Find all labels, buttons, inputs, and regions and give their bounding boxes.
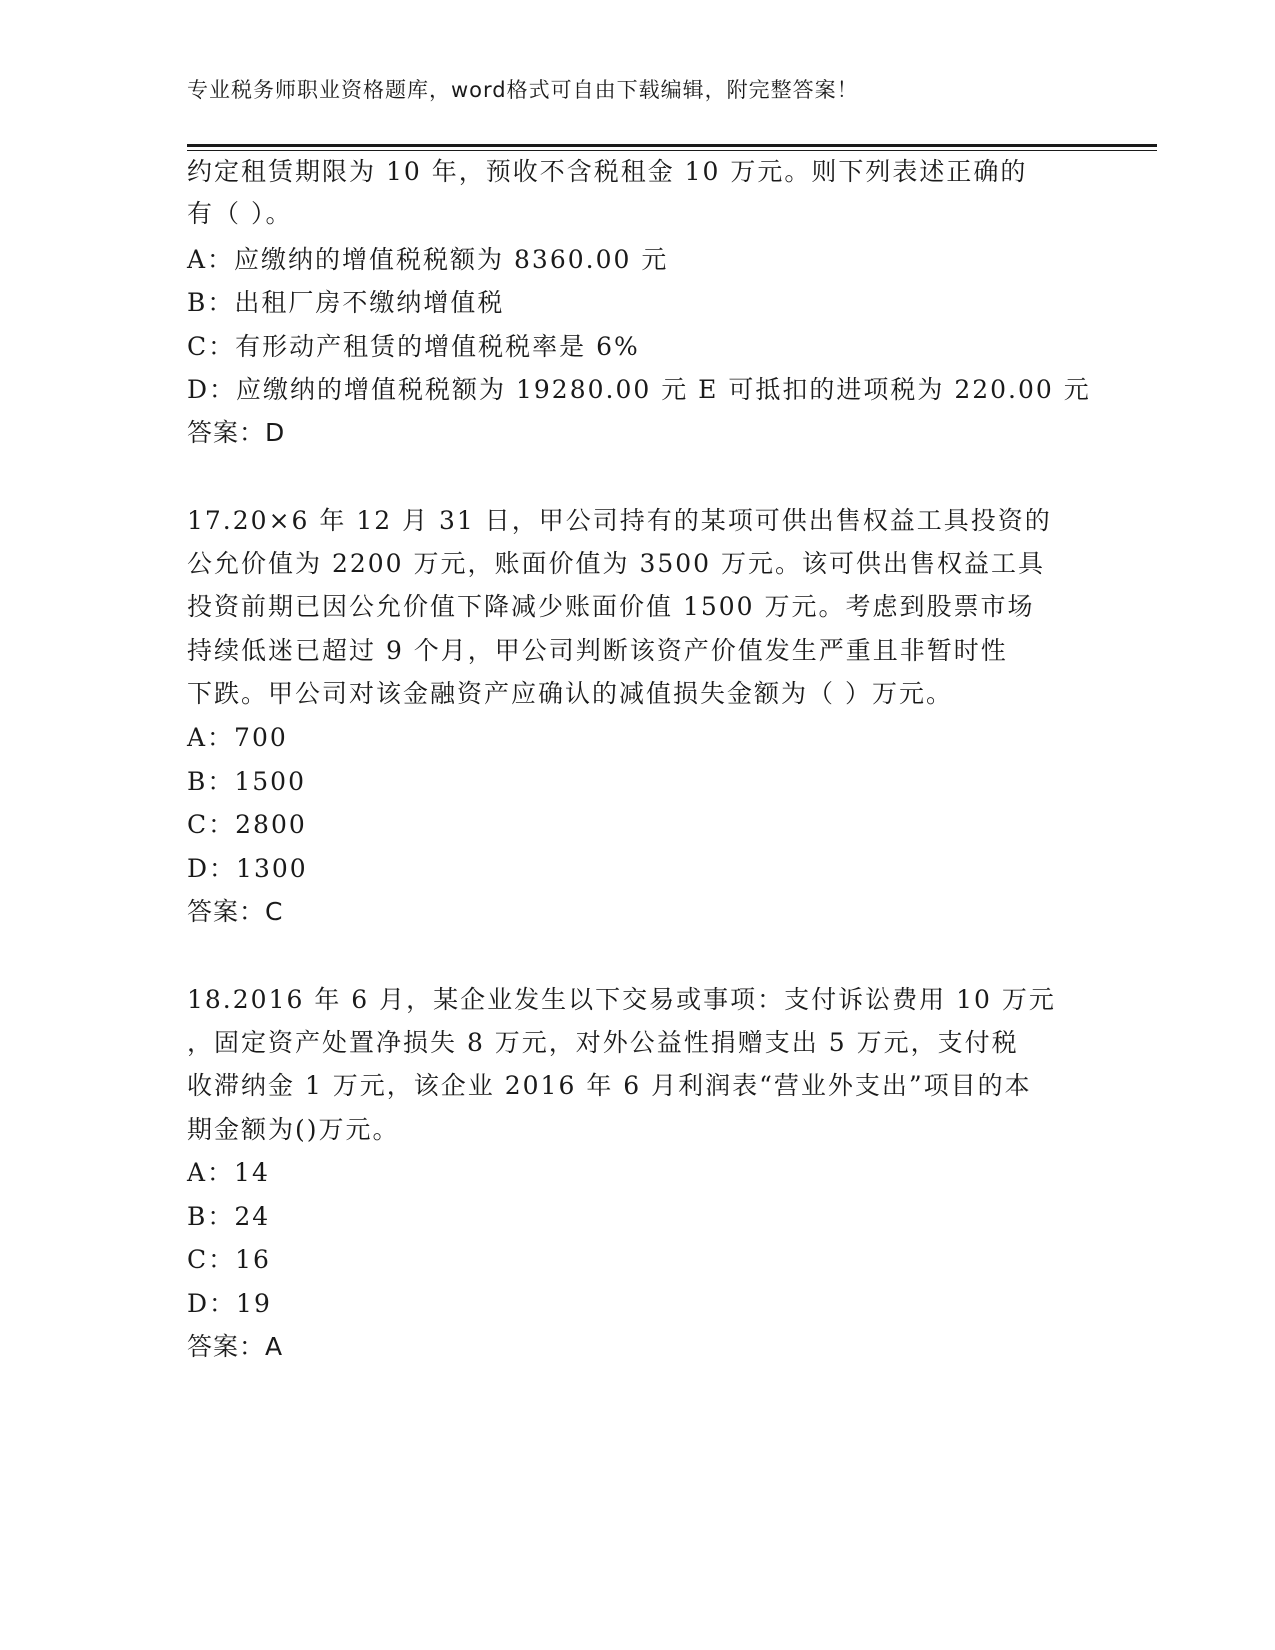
question-18-option-b: B：24 [187,1202,271,1231]
question-17-option-c: C：2800 [187,810,307,839]
question-18-line-2: ，固定资产处置净损失 8 万元，对外公益性捐赠支出 5 万元，支付税 [187,1028,1019,1057]
question-18-option-d: D：19 [187,1289,272,1318]
question-16-option-b: B：出租厂房不缴纳增值税 [187,288,505,317]
question-18-option-a: A：14 [187,1158,270,1187]
question-17-option-d: D：1300 [187,854,308,883]
question-17-option-a: A：700 [187,723,288,752]
question-18-line-1: 18.2016 年 6 月，某企业发生以下交易或事项：支付诉讼费用 10 万元 [187,985,1056,1014]
question-17-line-4: 持续低迷已超过 9 个月，甲公司判断该资产价值发生严重且非暂时性 [187,636,1008,665]
question-17-answer: 答案：C [187,897,284,926]
question-16-option-c: C：有形动产租赁的增值税税率是 6% [187,332,640,361]
question-18-line-4: 期金额为()万元。 [187,1115,400,1144]
question-17-option-b: B：1500 [187,767,306,796]
question-18-line-3: 收滞纳金 1 万元，该企业 2016 年 6 月利润表“营业外支出”项目的本 [187,1071,1032,1100]
question-16-line-2: 有（ ）。 [187,199,293,228]
question-16-option-d: D：应缴纳的增值税税额为 19280.00 元 E 可抵扣的进项税为 220.00 元 [187,375,1091,404]
header-rule-thick [187,144,1157,147]
question-17-line-2: 公允价值为 2200 万元，账面价值为 3500 万元。该可供出售权益工具 [187,549,1046,578]
page-header: 专业税务师职业资格题库，word格式可自由下载编辑，附完整答案！ [187,78,859,102]
question-17-line-5: 下跌。甲公司对该金融资产应确认的减值损失金额为（ ）万元。 [187,679,953,708]
question-17-line-1: 17.20×6 年 12 月 31 日，甲公司持有的某项可供出售权益工具投资的 [187,506,1052,535]
question-16-line-1: 约定租赁期限为 10 年，预收不含税租金 10 万元。则下列表述正确的 [187,157,1028,186]
question-16-option-a: A：应缴纳的增值税税额为 8360.00 元 [187,245,669,274]
question-18-option-c: C：16 [187,1245,271,1274]
question-18-answer: 答案：A [187,1332,284,1361]
question-16-answer: 答案：D [187,418,286,447]
question-17-line-3: 投资前期已因公允价值下降减少账面价值 1500 万元。考虑到股票市场 [187,592,1035,621]
header-rule-thin [187,150,1157,151]
